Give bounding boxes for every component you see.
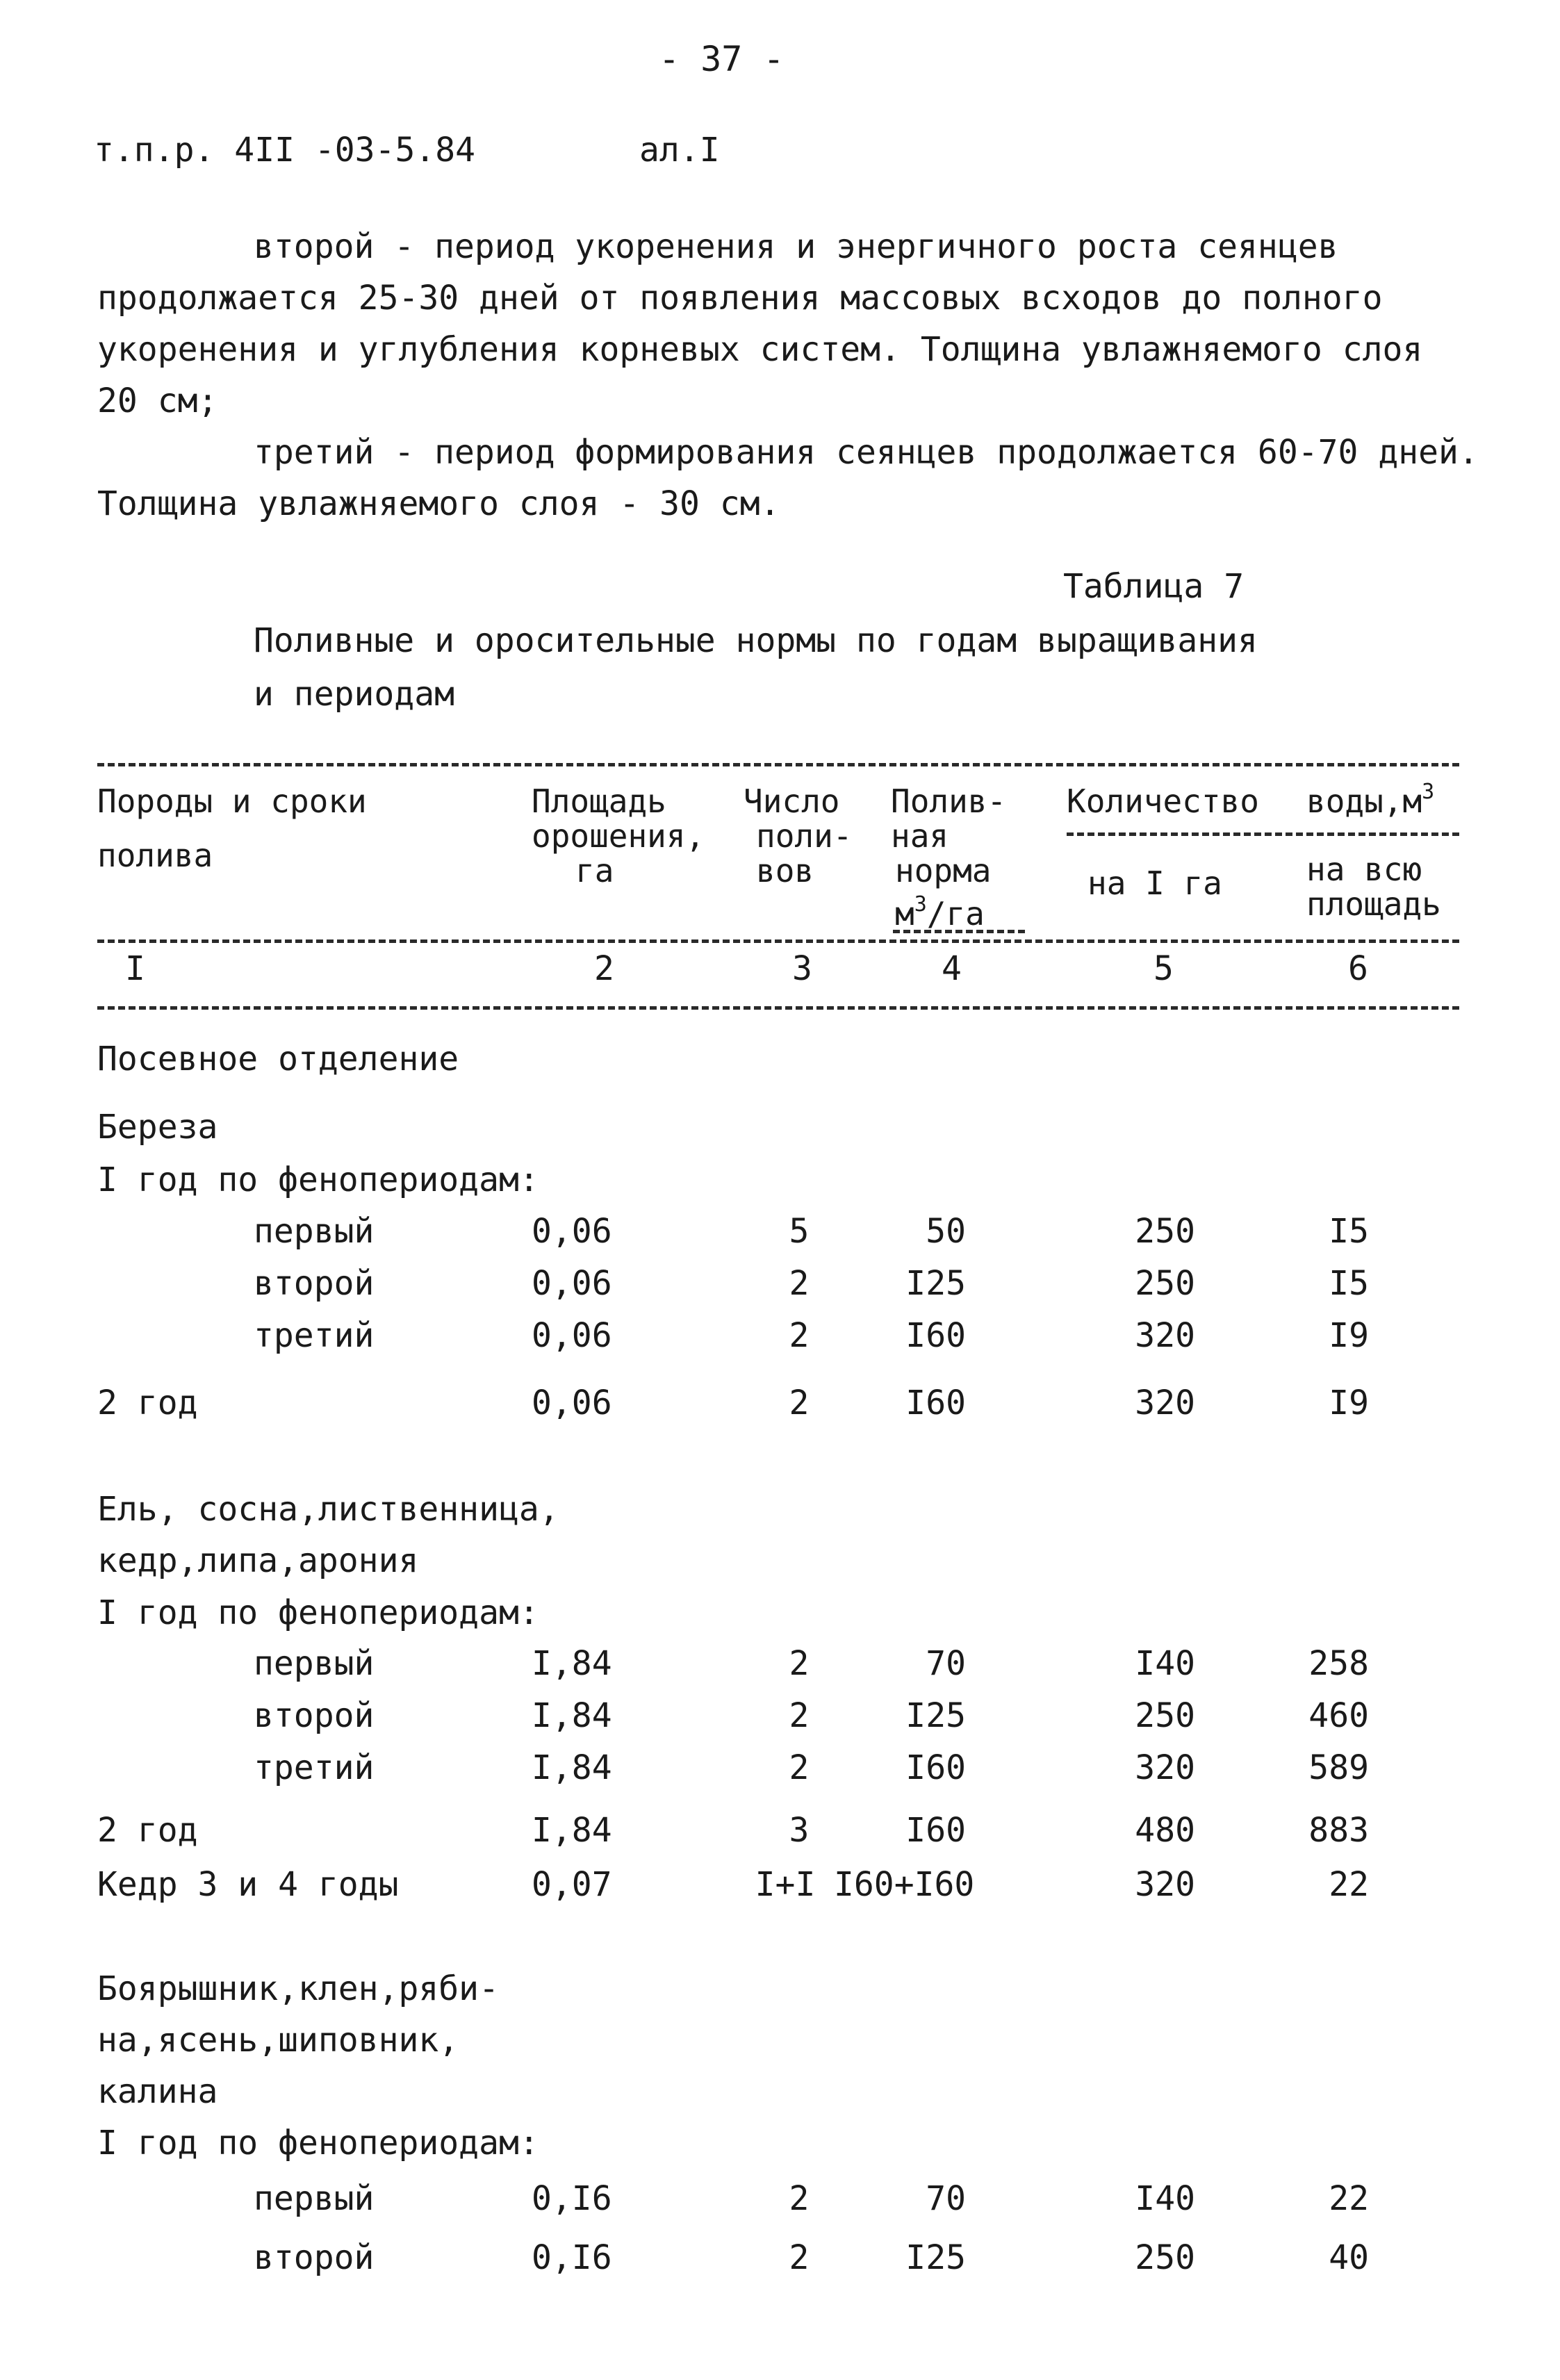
row-label: первый: [254, 1212, 375, 1251]
cell-per-ha: 250: [1135, 1264, 1195, 1303]
group-subhead: I год по фенопериодам:: [97, 1160, 539, 1199]
row-label: 2 год: [97, 1811, 198, 1850]
header-col4-line2: ная: [891, 817, 949, 855]
cell-norm: I60: [905, 1384, 966, 1422]
header-col1-line2: полива: [97, 837, 213, 874]
row-label: второй: [254, 1264, 375, 1303]
cell-per-ha: 320: [1135, 1384, 1195, 1422]
header-group-line2: $воды,м^3$: [1306, 780, 1435, 820]
col-number-2: 2: [594, 949, 614, 988]
cell-norm: 50: [926, 1212, 966, 1251]
page-number: - 37 -: [659, 39, 785, 79]
col-number-1: I: [125, 949, 145, 988]
row-label: первый: [254, 2179, 375, 2218]
cell-count: 2: [789, 2179, 810, 2218]
header-col4-line3: норма: [895, 852, 992, 889]
row-label: Кедр 3 и 4 годы: [97, 1865, 399, 1904]
cell-total: 22: [1329, 2179, 1369, 2218]
table-rule-group: [1067, 832, 1459, 836]
cell-area: 0,06: [532, 1384, 612, 1422]
row-label: первый: [254, 1644, 375, 1683]
cell-per-ha: 250: [1135, 1212, 1195, 1251]
document-reference: т.п.р. 4II -03-5.84: [94, 131, 476, 170]
cell-per-ha: 250: [1135, 2238, 1195, 2277]
cell-count: 3: [789, 1811, 810, 1850]
cell-norm: 70: [926, 2179, 966, 2218]
cell-per-ha: I40: [1135, 1644, 1195, 1683]
cell-total: 883: [1308, 1811, 1369, 1850]
group-name: Ель, сосна,лиственница,: [97, 1490, 559, 1529]
header-group-line1: Количество: [1067, 782, 1259, 820]
header-col2-line2: орошения,: [532, 817, 705, 855]
header-col3-line2: поли-: [756, 817, 853, 855]
table-rule-header-bottom: [97, 939, 1459, 943]
cell-area: I,84: [532, 1696, 612, 1735]
header-col3-line1: Число: [744, 782, 840, 820]
table-rule-unit: [893, 930, 1025, 933]
header-col4-line1: Полив-: [891, 782, 1007, 820]
table-rule-numbers-bottom: [97, 1006, 1459, 1010]
header-col2-line1: Площадь: [532, 782, 666, 820]
cell-per-ha: 320: [1135, 1316, 1195, 1355]
cell-count: 2: [789, 2238, 810, 2277]
intro-paragraph-2: третий - период формирования сеянцев продолжается 60-70 дней. Толщина увлажняемого слоя - 30 см.: [97, 433, 1479, 523]
cell-total: I5: [1329, 1264, 1369, 1303]
cell-count: 2: [789, 1316, 810, 1355]
cell-count: 2: [789, 1264, 810, 1303]
cell-total: 460: [1308, 1696, 1369, 1735]
cell-area: 0,06: [532, 1316, 612, 1355]
cell-norm: I60: [905, 1316, 966, 1355]
cell-total: I5: [1329, 1212, 1369, 1251]
cell-per-ha: 480: [1135, 1811, 1195, 1850]
header-col3-line3: вов: [756, 852, 814, 889]
cell-area: 0,I6: [532, 2238, 612, 2277]
row-label: 2 год: [97, 1384, 198, 1422]
cell-total: 22: [1329, 1865, 1369, 1904]
intro-paragraph-1: второй - период укоренения и энергичного роста сеянцев продолжается 25-30 дней от появления массовых всходов до полного укоренения и углубления корневых систем. Толщина увлажняемого слоя 20 см;: [97, 227, 1423, 420]
cell-area: I,84: [532, 1811, 612, 1850]
group-name: калина: [97, 2072, 218, 2111]
header-col5: на I га: [1087, 864, 1222, 902]
cell-per-ha: I40: [1135, 2179, 1195, 2218]
cell-area: 0,06: [532, 1212, 612, 1251]
header-col6-line2: площадь: [1306, 885, 1441, 923]
row-label: второй: [254, 2238, 375, 2277]
cell-area: 0,07: [532, 1865, 612, 1904]
table-label: Таблица 7: [1063, 567, 1245, 606]
cell-norm: I60+I60: [834, 1865, 975, 1904]
album-number: ал.I: [639, 131, 720, 170]
row-label: третий: [254, 1316, 375, 1355]
cell-norm: I60: [905, 1748, 966, 1787]
col-number-5: 5: [1153, 949, 1174, 988]
table-rule-top: [97, 763, 1459, 766]
cell-count: 2: [789, 1644, 810, 1683]
cell-count: 2: [789, 1696, 810, 1735]
cell-area: 0,06: [532, 1264, 612, 1303]
table-title-line-1: Поливные и оросительные нормы по годам выращивания: [254, 621, 1258, 660]
group-name: Боярышник,клен,ряби-: [97, 1969, 499, 2008]
cell-count: I+I: [755, 1865, 816, 1904]
header-col6-line1: на всю: [1306, 851, 1422, 888]
cell-count: 5: [789, 1212, 810, 1251]
group-name: Береза: [97, 1108, 218, 1147]
cell-per-ha: 320: [1135, 1748, 1195, 1787]
cell-norm: I25: [905, 1696, 966, 1735]
cell-norm: 70: [926, 1644, 966, 1683]
table-title-line-2: и периодам: [254, 675, 454, 714]
cell-area: I,84: [532, 1644, 612, 1683]
row-label: второй: [254, 1696, 375, 1735]
group-subhead: I год по фенопериодам:: [97, 2124, 539, 2162]
header-col4-unit: $м^3/га$: [895, 892, 985, 933]
cell-per-ha: 250: [1135, 1696, 1195, 1735]
group-subhead: I год по фенопериодам:: [97, 1593, 539, 1632]
cell-total: 258: [1308, 1644, 1369, 1683]
cell-norm: I25: [905, 1264, 966, 1303]
header-col1-line1: Породы и сроки: [97, 782, 367, 820]
row-label: третий: [254, 1748, 375, 1787]
col-number-4: 4: [942, 949, 962, 988]
section-title: Посевное отделение: [97, 1040, 459, 1078]
col-number-3: 3: [792, 949, 812, 988]
cell-total: I9: [1329, 1384, 1369, 1422]
cell-count: 2: [789, 1748, 810, 1787]
cell-area: 0,I6: [532, 2179, 612, 2218]
col-number-6: 6: [1348, 949, 1368, 988]
cell-total: 589: [1308, 1748, 1369, 1787]
header-col2-line3: га: [575, 852, 614, 889]
cell-total: 40: [1329, 2238, 1369, 2277]
group-name: на,ясень,шиповник,: [97, 2021, 459, 2060]
cell-per-ha: 320: [1135, 1865, 1195, 1904]
group-name: кедр,липа,арония: [97, 1541, 419, 1580]
cell-count: 2: [789, 1384, 810, 1422]
cell-norm: I60: [905, 1811, 966, 1850]
cell-total: I9: [1329, 1316, 1369, 1355]
cell-area: I,84: [532, 1748, 612, 1787]
cell-norm: I25: [905, 2238, 966, 2277]
